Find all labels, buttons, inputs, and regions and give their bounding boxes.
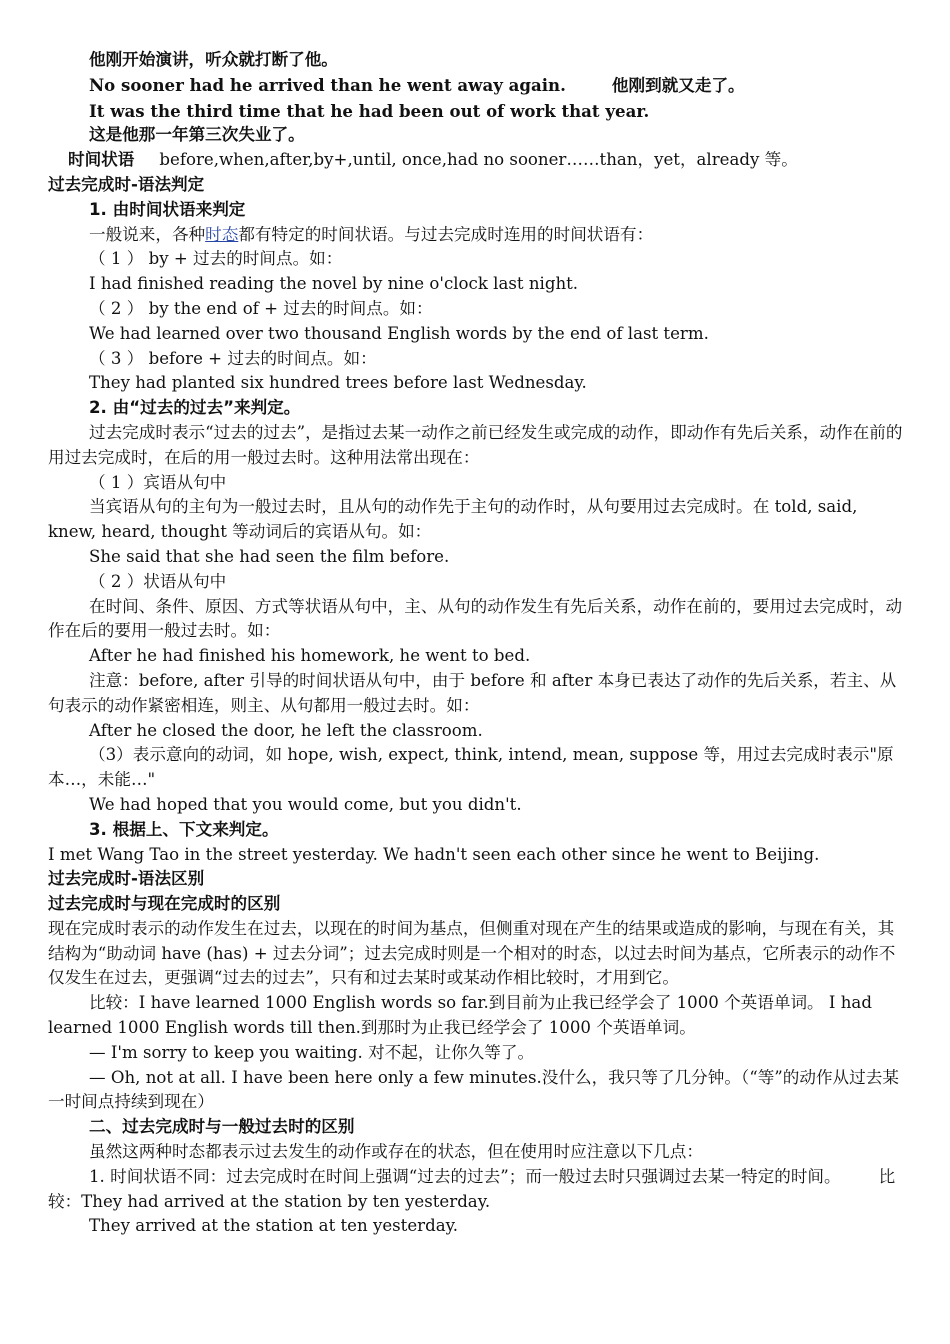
dialogue-line: — Oh, not at all. I have been here only a few minutes.没什么，我只等了几分钟。（“等”的动作从过去某一时间点持续到现在） [48, 1067, 899, 1112]
section-heading: 二、过去完成时与一般过去时的区别 [89, 1117, 355, 1137]
section-heading: 过去完成时-语法区别 [48, 869, 205, 889]
paragraph: 注意：before, after 引导的时间状语从句中，由于 before 和 after 本身已表达了动作的先后关系，若主、从句表示的动作紧密相连，则主、从句都用一般过去时。如： [48, 670, 897, 715]
subsection-heading: 3. 根据上、下文来判定。 [89, 819, 279, 839]
example-translation: 他刚开始演讲，听众就打断了他。 [89, 50, 338, 69]
example-sentence: After he had finished his homework, he went to bed. [89, 646, 531, 666]
list-item: （ 2 ）状语从句中 [89, 571, 227, 591]
paragraph: 一般说来，各种时态都有特定的时间状语。与过去完成时连用的时间状语有： [89, 224, 654, 244]
list-item: （ 1 ）宾语从句中 [89, 472, 227, 492]
example-sentence: It was the third time that he had been out of work that year. [89, 100, 650, 121]
dialogue-line: — I'm sorry to keep you waiting. 对不起，让你久等了。 [89, 1042, 535, 1062]
paragraph: 过去完成时表示“过去的过去”，是指过去某一动作之前已经发生或完成的动作，即动作有先后关系，动作在前的用过去完成时，在后的用一般过去时。这种用法常出现在： [48, 422, 903, 467]
paragraph: 比较：I have learned 1000 English words so far.到目前为止我已经学会了 1000 个英语单词。 I had learned 1000 English words till then.到那时为止我已经学会了 1000 个英语单词。 [48, 993, 872, 1038]
section-heading: 过去完成时-语法判定 [48, 174, 205, 194]
list-item: （ 1 ） by + 过去的时间点。如： [89, 249, 343, 269]
example-sentence: They had planted six hundred trees before last Wednesday. [89, 373, 587, 393]
paragraph: （3）表示意向的动词，如 hope, wish, expect, think, intend, mean, suppose 等，用过去完成时表示"原本…，未能…" [48, 745, 894, 790]
paragraph: 在时间、条件、原因、方式等状语从句中，主、从句的动作发生有先后关系，动作在前的，要用过去完成时，动作在后的要用一般过去时。如： [48, 596, 903, 641]
example-sentence: I had finished reading the novel by nine o'clock last night. [89, 274, 579, 294]
example-sentence: No sooner had he arrived than he went away again. 他刚到就又走了。 [89, 74, 745, 95]
paragraph: 当宾语从句的主句为一般过去时，且从句的动作先于主句的动作时，从句要用过去完成时。在 told, said, knew, heard, thought 等动词后的宾语从句。如： [48, 497, 858, 542]
example-sentence: We had hoped that you would come, but you didn't. [89, 794, 522, 814]
example-sentence: We had learned over two thousand English words by the end of last term. [89, 323, 709, 343]
paragraph: 虽然这两种时态都表示过去发生的动作或存在的状态，但在使用时应注意以下几点： [89, 1142, 703, 1162]
paragraph: 1. 时间状语不同：过去完成时在时间上强调“过去的过去”；而一般过去时只强调过去某一特定的时间。 比较：They had arrived at the station by ten yesterday. [48, 1166, 896, 1211]
subsection-heading: 2. 由“过去的过去”来判定。 [89, 398, 301, 418]
adverbial-list: 时间状语 before,when,after,by+,until, once,had no sooner……than，yet，already 等。 [68, 150, 798, 170]
list-item: （ 3 ） before + 过去的时间点。如： [89, 348, 377, 368]
section-heading: 过去完成时与现在完成时的区别 [48, 894, 281, 914]
example-sentence: After he closed the door, he left the classroom. [89, 720, 483, 740]
example-translation: 这是他那一年第三次失业了。 [89, 125, 305, 145]
tense-link[interactable]: 时态 [205, 224, 239, 244]
subsection-heading: 1. 由时间状语来判定 [89, 199, 246, 219]
example-sentence: I met Wang Tao in the street yesterday. We hadn't seen each other since he went to Beijing. [48, 844, 820, 864]
example-sentence: She said that she had seen the film before. [89, 546, 450, 566]
example-sentence: They arrived at the station at ten yesterday. [89, 1216, 459, 1236]
paragraph: 现在完成时表示的动作发生在过去，以现在的时间为基点，但侧重对现在产生的结果或造成的影响，与现在有关，其结构为“助动词 have (has) + 过去分词”；过去完成时则是一个相对的时态，以过去时间为基点，它所表示的动作不仅发生在过去，更强调“过去的过去”，只有和过去某时或某动作相比较时，才用到它。 [48, 918, 896, 988]
list-item: （ 2 ） by the end of + 过去的时间点。如： [89, 298, 433, 318]
